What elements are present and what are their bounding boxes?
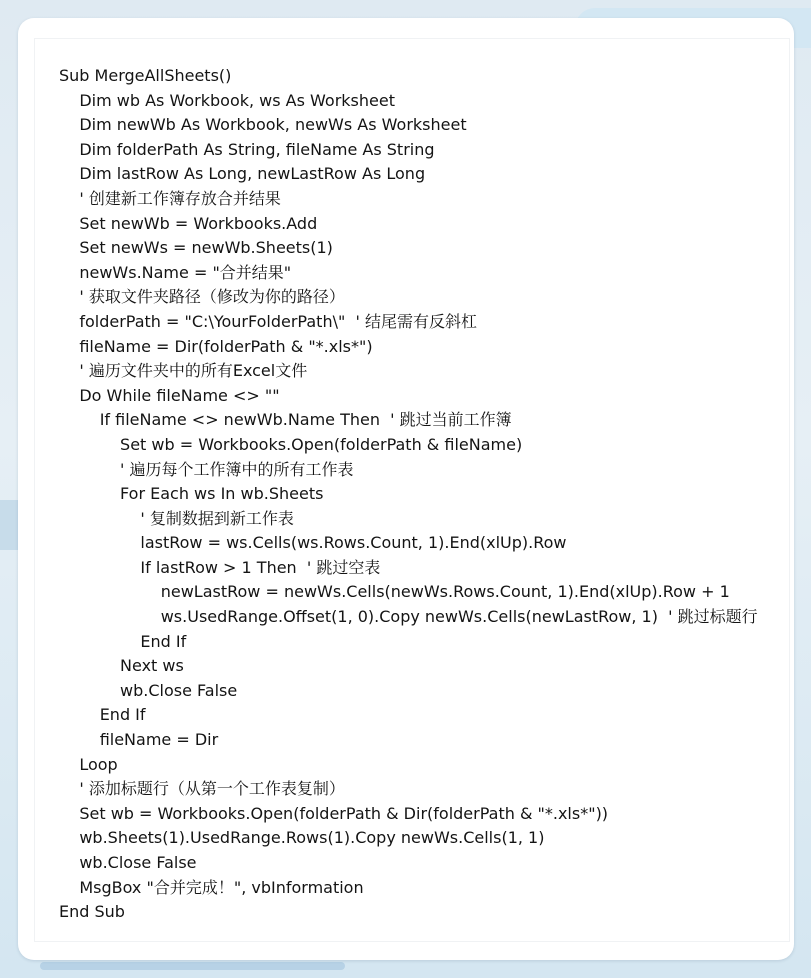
- code-line: wb.Close False: [59, 680, 238, 700]
- code-line: fileName = Dir(folderPath & "*.xls*"): [59, 336, 373, 356]
- code-line: MsgBox "合并完成！", vbInformation: [59, 877, 364, 897]
- code-line: Dim lastRow As Long, newLastRow As Long: [59, 164, 426, 184]
- code-line: Set wb = Workbooks.Open(folderPath & Dir(folderPath & "*.xls*")): [59, 803, 609, 823]
- code-line: Do While fileName <> "": [59, 385, 280, 405]
- code-line: Next ws: [59, 656, 184, 676]
- code-line: newLastRow = newWs.Cells(newWs.Rows.Count, 1).End(xlUp).Row + 1: [59, 582, 730, 602]
- code-line: folderPath = "C:\YourFolderPath\" ' 结尾需有反斜杠: [59, 311, 477, 331]
- code-comment-line: ' 获取文件夹路径（修改为你的路径）: [59, 287, 345, 307]
- code-line: Dim folderPath As String, fileName As String: [59, 139, 435, 159]
- code-line: For Each ws In wb.Sheets: [59, 484, 324, 504]
- code-line: Set newWb = Workbooks.Add: [59, 213, 318, 233]
- code-comment-line: ' 添加标题行（从第一个工作表复制）: [59, 779, 345, 799]
- code-comment-line: ' 遍历每个工作簿中的所有工作表: [59, 459, 354, 479]
- code-line: lastRow = ws.Cells(ws.Rows.Count, 1).End(xlUp).Row: [59, 533, 567, 553]
- code-comment-line: ' 遍历文件夹中的所有Excel文件: [59, 361, 308, 381]
- code-line: End If: [59, 631, 187, 651]
- code-comment-line: ' 复制数据到新工作表: [59, 508, 294, 528]
- code-line: Dim wb As Workbook, ws As Worksheet: [59, 90, 395, 110]
- code-block: [59, 64, 758, 925]
- code-line: wb.Close False: [59, 853, 197, 872]
- code-line: Sub MergeAllSheets(): [59, 66, 232, 85]
- code-comment-line: ' 创建新工作簿存放合并结果: [59, 188, 281, 208]
- code-line: newWs.Name = "合并结果": [59, 262, 292, 282]
- code-line: If lastRow > 1 Then ' 跳过空表: [59, 557, 381, 577]
- code-panel: [34, 38, 790, 942]
- code-card: [18, 18, 794, 960]
- code-line: wb.Sheets(1).UsedRange.Rows(1).Copy newWs.Cells(1, 1): [59, 828, 545, 848]
- code-line: Loop: [59, 754, 118, 774]
- background-decoration-bottom: [40, 962, 345, 970]
- code-line: Dim newWb As Workbook, newWs As Worksheet: [59, 115, 467, 135]
- code-line: fileName = Dir: [59, 730, 219, 750]
- code-line: Set newWs = newWb.Sheets(1): [59, 238, 333, 258]
- code-line: End If: [59, 705, 146, 725]
- code-line: ws.UsedRange.Offset(1, 0).Copy newWs.Cells(newLastRow, 1) ' 跳过标题行: [59, 607, 758, 627]
- code-line: End Sub: [59, 902, 125, 922]
- code-line: If fileName <> newWb.Name Then ' 跳过当前工作簿: [59, 410, 512, 430]
- code-line: Set wb = Workbooks.Open(folderPath & fileName): [59, 434, 523, 454]
